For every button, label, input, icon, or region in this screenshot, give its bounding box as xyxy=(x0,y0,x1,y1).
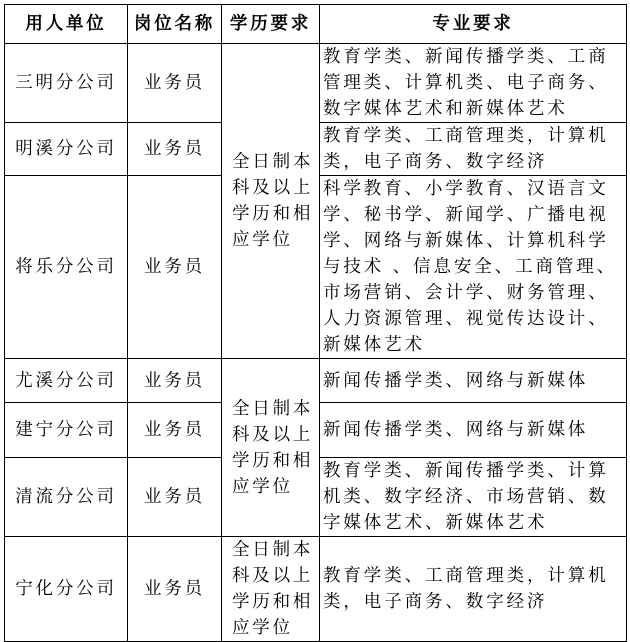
major-line: 新媒体艺术 xyxy=(323,335,425,355)
education-line: 全日制本 xyxy=(232,540,314,560)
education-line: 应学位 xyxy=(232,476,293,497)
major-line: 教育学类、工商管理类，计算机 xyxy=(323,126,609,146)
unit-cell: 建宁分公司 xyxy=(5,403,128,458)
education-line: 学历和相 xyxy=(232,450,314,471)
major-line: 教育学类、工商管理类，计算机 xyxy=(323,566,609,586)
education-line: 学历和相 xyxy=(232,204,314,224)
education-cell xyxy=(222,537,320,642)
header-unit: 用人单位 xyxy=(5,5,128,44)
major-line: 新闻传播学类、网络与新媒体 xyxy=(323,420,589,440)
major-cell xyxy=(320,176,627,359)
education-line: 应学位 xyxy=(232,618,293,638)
position-cell: 业务员 xyxy=(128,359,222,403)
unit-cell: 三明分公司 xyxy=(5,44,128,123)
position-cell: 业务员 xyxy=(128,176,222,359)
education-line: 全日制本 xyxy=(232,398,314,419)
education-line: 科及以上 xyxy=(232,424,314,445)
position-cell: 业务员 xyxy=(128,44,222,123)
education-cell xyxy=(222,359,320,537)
position-cell: 业务员 xyxy=(128,123,222,176)
major-cell xyxy=(320,403,627,458)
header-position: 岗位名称 xyxy=(128,5,222,44)
education-line: 科及以上 xyxy=(232,566,314,586)
major-line: 学、秘书学、新闻学、广播电视 xyxy=(323,205,609,225)
major-line: 管理类、计算机类、电子商务、 xyxy=(323,73,609,93)
position-cell: 业务员 xyxy=(128,458,222,537)
major-line: 类，电子商务、数字经济 xyxy=(323,152,548,172)
position-cell: 业务员 xyxy=(128,537,222,642)
major-line: 科学教育、小学教育、汉语言文 xyxy=(323,179,609,199)
education-line: 科及以上 xyxy=(232,178,314,198)
major-line: 与技术 、信息安全、工商管理、 xyxy=(323,257,618,277)
major-line: 字媒体艺术、新媒体艺术 xyxy=(323,513,548,533)
header-row xyxy=(5,5,627,44)
education-cell xyxy=(222,44,320,359)
unit-cell: 尤溪分公司 xyxy=(5,359,128,403)
major-line: 人力资源管理、视觉传达设计、 xyxy=(323,309,609,329)
major-cell xyxy=(320,537,627,642)
unit-cell: 将乐分公司 xyxy=(5,176,128,359)
education-line: 应学位 xyxy=(232,230,293,250)
unit-cell: 清流分公司 xyxy=(5,458,128,537)
major-line: 类，电子商务、数字经济 xyxy=(323,592,548,612)
major-line: 市场营销、会计学、财务管理、 xyxy=(323,283,609,303)
major-line: 教育学类、新闻传播学类、工商 xyxy=(323,47,609,67)
unit-cell: 宁化分公司 xyxy=(5,537,128,642)
major-line: 教育学类、新闻传播学类、计算 xyxy=(323,461,609,481)
major-cell xyxy=(320,458,627,537)
header-major: 专业要求 xyxy=(320,5,627,44)
major-line: 新闻传播学类、网络与新媒体 xyxy=(323,370,589,391)
major-cell xyxy=(320,44,627,123)
recruitment-table xyxy=(4,4,627,642)
unit-cell: 明溪分公司 xyxy=(5,123,128,176)
major-line: 学、网络与新媒体、计算机科学 xyxy=(323,231,609,251)
table-row xyxy=(5,359,627,403)
major-line: 数字媒体艺术和新媒体艺术 xyxy=(323,99,568,119)
major-cell xyxy=(320,123,627,176)
header-education: 学历要求 xyxy=(222,5,320,44)
education-line: 全日制本 xyxy=(232,152,314,172)
position-cell: 业务员 xyxy=(128,403,222,458)
major-line: 机类、数字经济、市场营销、数 xyxy=(323,487,609,507)
table-row xyxy=(5,537,627,642)
education-line: 学历和相 xyxy=(232,592,314,612)
table-row xyxy=(5,44,627,123)
major-cell xyxy=(320,359,627,403)
